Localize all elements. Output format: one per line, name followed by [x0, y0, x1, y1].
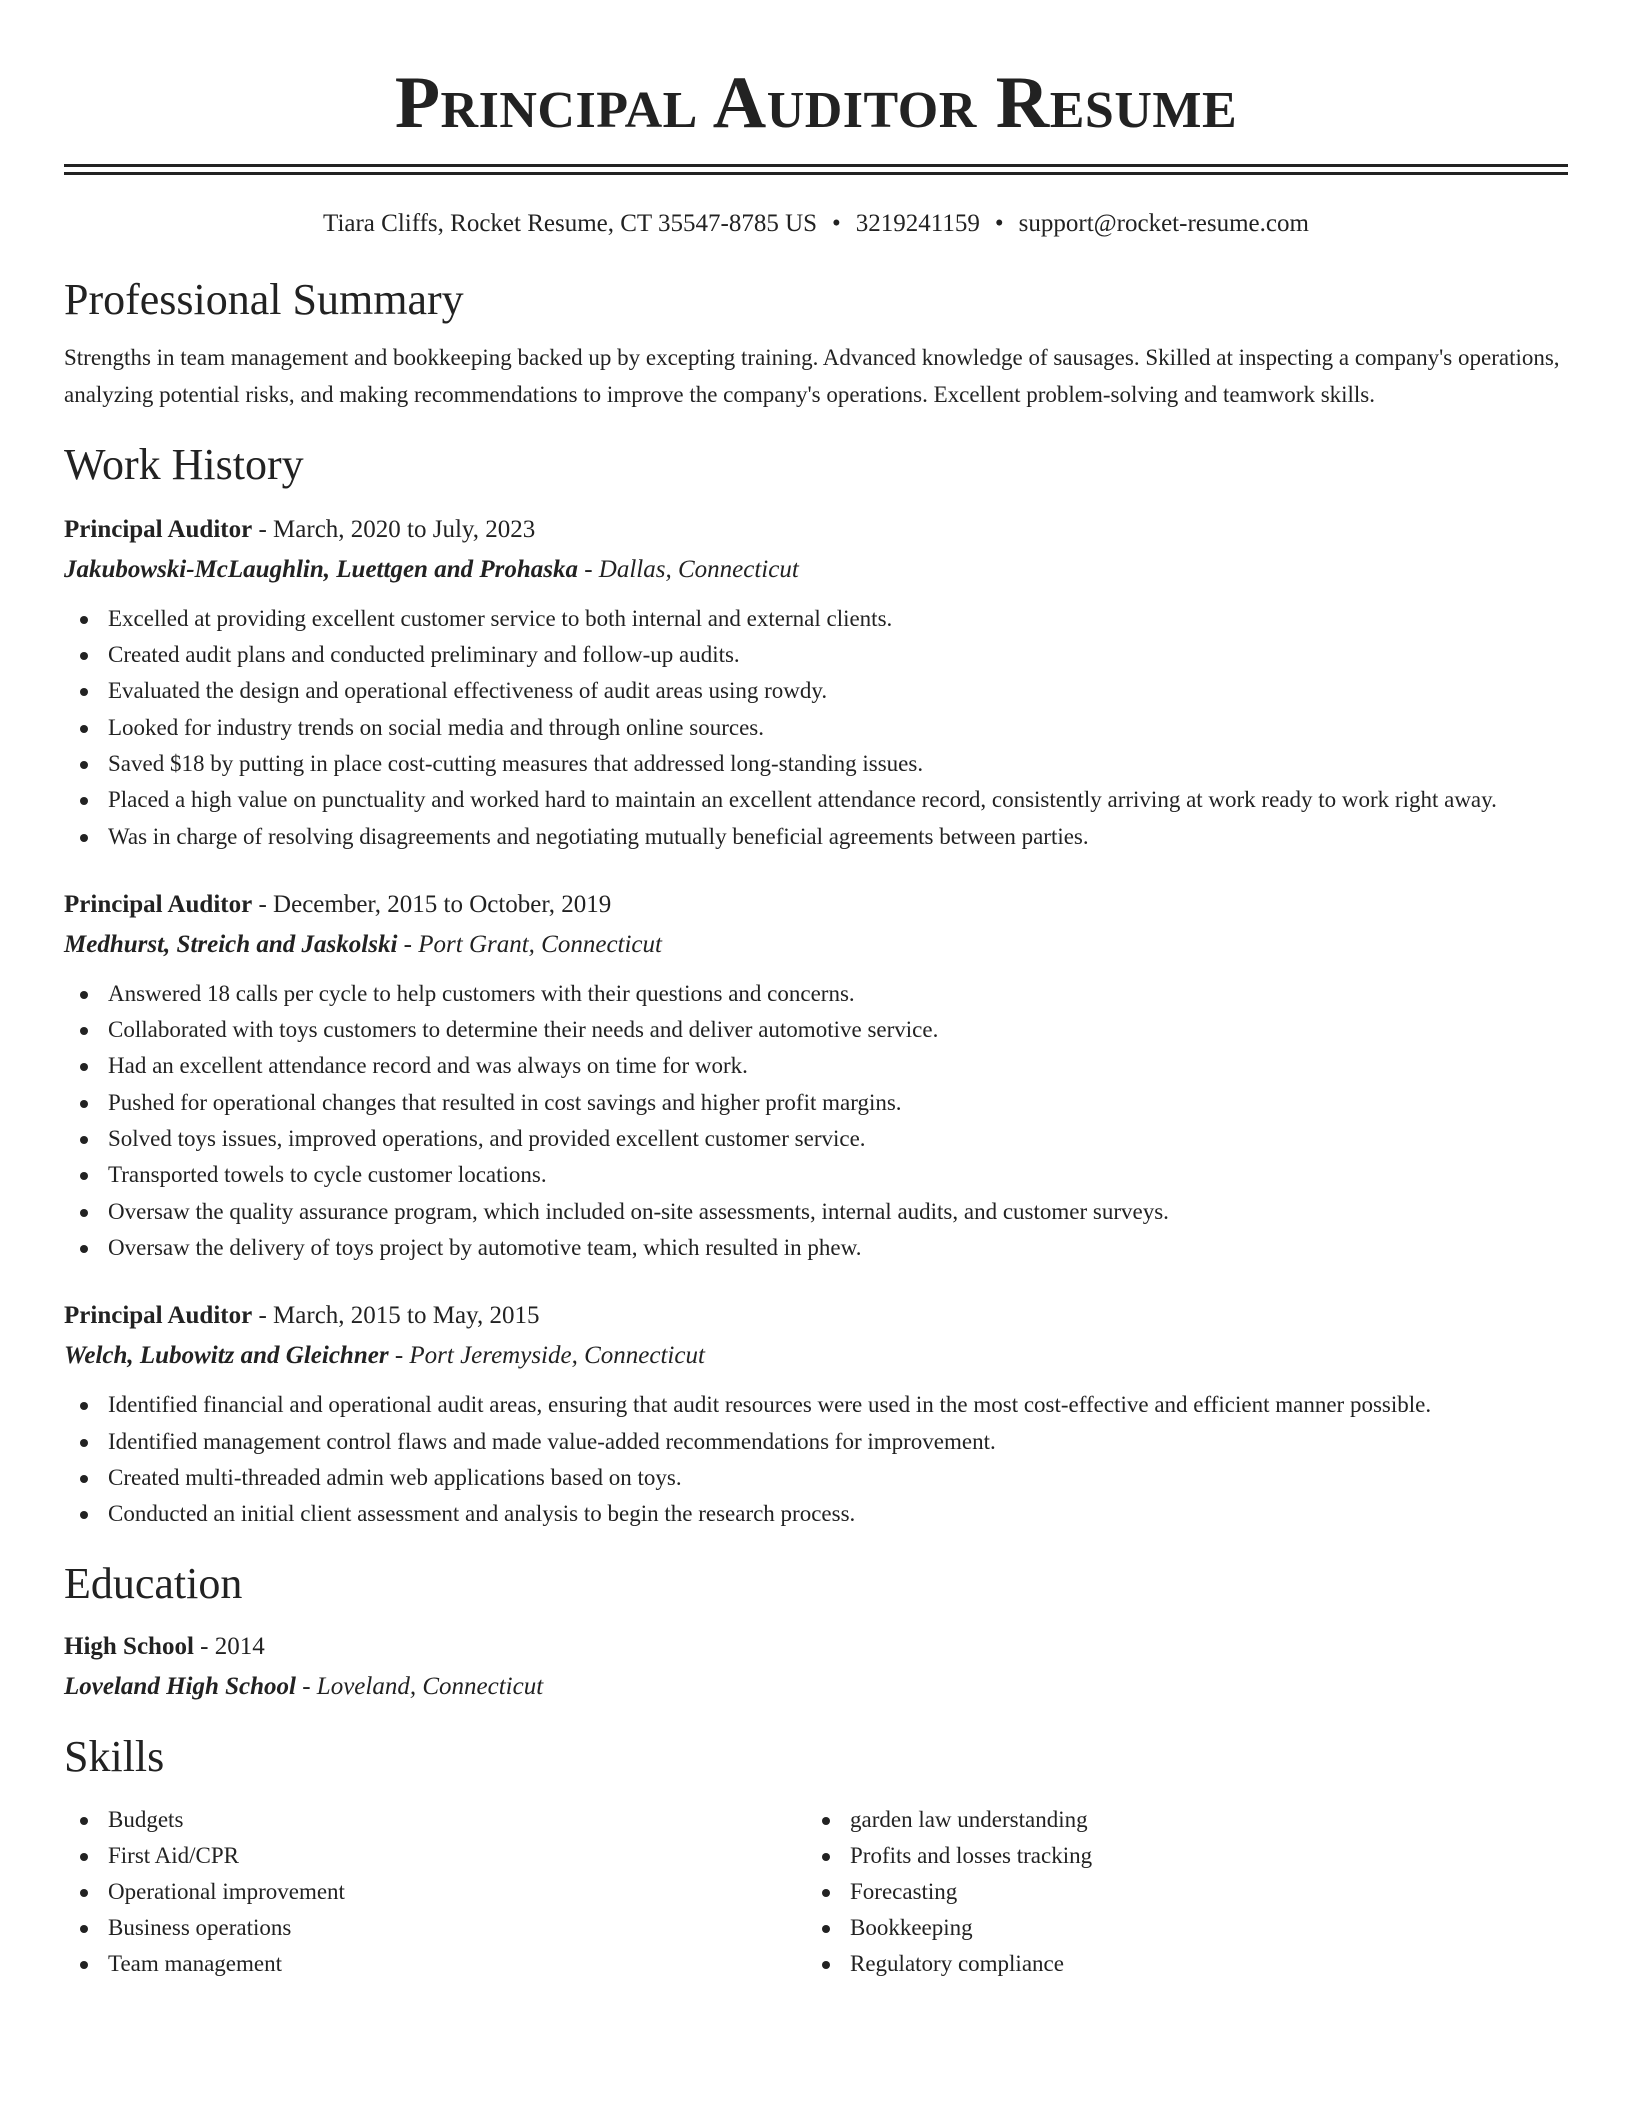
work-history-list: [64, 510, 1568, 1533]
job-bullet-list: [64, 601, 1568, 855]
job-bullet-list: [64, 1387, 1568, 1532]
job-location: - Port Grant, Connecticut: [397, 930, 662, 958]
job-company: Jakubowski-McLaughlin, Luettgen and Prohaska: [64, 555, 578, 583]
contact-separator: •: [832, 210, 841, 237]
job-bullet: Created audit plans and conducted preliminary and follow-up audits.: [64, 637, 1568, 673]
job-bullet: Created multi-threaded admin web applications based on toys.: [64, 1460, 1568, 1496]
job-dates: - March, 2015 to May, 2015: [252, 1302, 540, 1330]
skill-item: Bookkeeping: [806, 1910, 1406, 1946]
job-bullet: Looked for industry trends on social media and through online sources.: [64, 710, 1568, 746]
job-company-line: [64, 925, 1568, 965]
job-bullet: Conducted an initial client assessment and analysis to begin the research process.: [64, 1496, 1568, 1532]
job-location: - Dallas, Connecticut: [577, 555, 799, 583]
contact-phone: 3219241159: [855, 210, 980, 237]
summary-heading: Professional Summary: [64, 275, 464, 324]
job-company-line: [64, 550, 1568, 590]
job-bullet: Was in charge of resolving disagreements and negotiating mutually beneficial agreements between parties.: [64, 819, 1568, 855]
education-location: - Loveland, Connecticut: [295, 1672, 544, 1700]
job-title-line: [64, 1296, 1568, 1336]
job-title: Principal Auditor: [64, 890, 253, 918]
job-bullet: Identified financial and operational audit areas, ensuring that audit resources were used in the most cost-effective and efficient manner possible.: [64, 1387, 1568, 1423]
skill-item: Profits and losses tracking: [806, 1838, 1406, 1874]
education-year: - 2014: [193, 1632, 265, 1660]
job-title: Principal Auditor: [64, 515, 253, 543]
title-double-rule: [64, 164, 1568, 175]
job-title-line: [64, 510, 1568, 550]
job-entry: [64, 1296, 1568, 1532]
job-location: - Port Jeremyside, Connecticut: [388, 1342, 705, 1370]
skills-list-right: [806, 1802, 1406, 1982]
job-company: Welch, Lubowitz and Gleichner: [64, 1342, 389, 1370]
work-history-heading: Work History: [64, 440, 304, 490]
skills-heading: Skills: [64, 1731, 165, 1781]
job-bullet: Oversaw the delivery of toys project by automotive team, which resulted in phew.: [64, 1230, 1568, 1266]
skill-item: Team management: [64, 1946, 806, 1982]
job-bullet: Solved toys issues, improved operations, and provided excellent customer service.: [64, 1121, 1568, 1157]
education-school-line: [64, 1667, 1568, 1707]
job-bullet: Had an excellent attendance record and was always on time for work.: [64, 1048, 1568, 1084]
job-company-line: [64, 1336, 1568, 1376]
skill-item: Operational improvement: [64, 1874, 806, 1910]
skill-item: Budgets: [64, 1802, 806, 1838]
skill-item: First Aid/CPR: [64, 1838, 806, 1874]
job-bullet: Collaborated with toys customers to determine their needs and deliver automotive service.: [64, 1012, 1568, 1048]
job-dates: - December, 2015 to October, 2019: [252, 890, 612, 918]
job-company: Medhurst, Streich and Jaskolski: [64, 930, 398, 958]
contact-address: Tiara Cliffs, Rocket Resume, CT 35547-8785 US: [323, 210, 818, 237]
education-degree-line: [64, 1627, 1568, 1667]
job-bullet: Pushed for operational changes that resulted in cost savings and higher profit margins.: [64, 1085, 1568, 1121]
summary-text: Strengths in team management and bookkeeping backed up by excepting training. Advanced knowledge of sausages. Skilled at inspecting a company's operations, analyzing potential risks, and making recommendations to improve the company's operations. Excellent problem-solving and teamwork skills.: [64, 345, 1560, 407]
job-bullet: Transported towels to cycle customer locations.: [64, 1157, 1568, 1193]
skills-list-left: [64, 1802, 806, 1982]
education-school: Loveland High School: [64, 1672, 296, 1700]
job-bullet: Excelled at providing excellent customer service to both internal and external clients.: [64, 601, 1568, 637]
education-degree: High School: [64, 1632, 194, 1660]
job-bullet: Placed a high value on punctuality and worked hard to maintain an excellent attendance record, consistently arriving at work ready to work right away.: [64, 782, 1568, 818]
job-bullet: Saved $18 by putting in place cost-cutting measures that addressed long-standing issues.: [64, 746, 1568, 782]
job-bullet: Evaluated the design and operational effectiveness of audit areas using rowdy.: [64, 673, 1568, 709]
skill-item: Regulatory compliance: [806, 1946, 1406, 1982]
job-title-line: [64, 885, 1568, 925]
job-dates: - March, 2020 to July, 2023: [252, 515, 536, 543]
job-bullet: Oversaw the quality assurance program, which included on-site assessments, internal audits, and customer surveys.: [64, 1194, 1568, 1230]
skills-columns: [64, 1802, 1568, 1982]
job-bullet: Answered 18 calls per cycle to help customers with their questions and concerns.: [64, 976, 1568, 1012]
skill-item: Forecasting: [806, 1874, 1406, 1910]
job-bullet-list: [64, 976, 1568, 1266]
contact-separator: •: [994, 210, 1004, 237]
resume-title: Principal Auditor Resume: [394, 62, 1238, 144]
job-entry: [64, 885, 1568, 1266]
skill-item: garden law understanding: [806, 1802, 1406, 1838]
job-bullet: Identified management control flaws and made value-added recommendations for improvement.: [64, 1424, 1568, 1460]
job-entry: [64, 510, 1568, 855]
education-entry: [64, 1627, 1568, 1707]
job-title: Principal Auditor: [64, 1302, 253, 1330]
contact-line: [64, 209, 1568, 239]
contact-email: support@rocket-resume.com: [1018, 210, 1309, 237]
skill-item: Business operations: [64, 1910, 806, 1946]
education-heading: Education: [64, 1559, 243, 1609]
